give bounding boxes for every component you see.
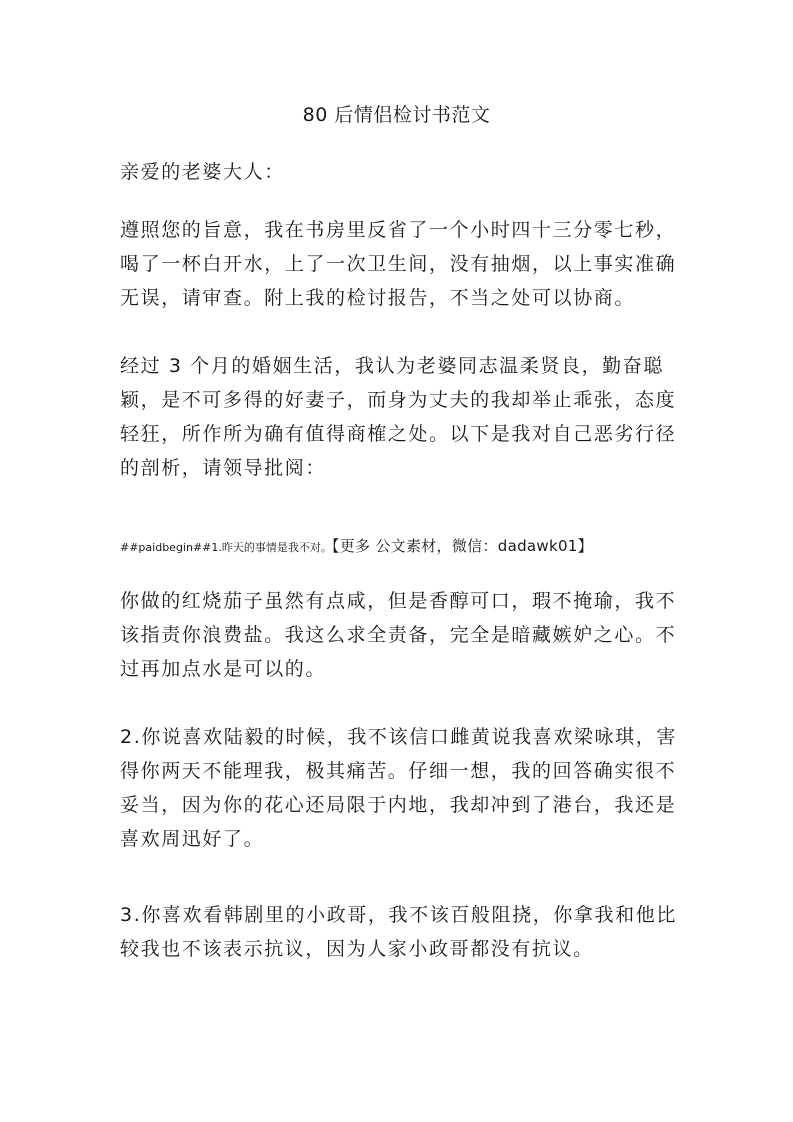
item-eggplant: 你做的红烧茄子虽然有点咸，但是香醇可口，瑕不掩瑜，我不该指责你浪费盐。我这么求全责备，完全是暗藏嫉妒之心。不过再加点水是可以的。 (120, 590, 677, 680)
paragraph-reflection: 经过 3 个月的婚姻生活，我认为老婆同志温柔贤良，勤奋聪颖，是不可多得的好妻子，而身为丈夫的我却举止乖张，态度轻狂，所作所为确有值得商榷之处。以下是我对自己恶劣行径的剖析，请领导批阅： (120, 355, 677, 479)
greeting: 亲爱的老婆大人： (120, 161, 285, 183)
item-2: 2.你说喜欢陆毅的时候，我不该信口雌黄说我喜欢梁咏琪，害得你两天不能理我，极其痛苦。仔细一想，我的回答确实很不妥当，因为你的花心还局限于内地，我却冲到了港台，我还是喜欢周迅好了。 (120, 726, 677, 850)
paid-marker: ##paidbegin##1.昨天的事情是我不对。 (120, 541, 332, 554)
item-3: 3.你喜欢看韩剧里的小政哥，我不该百般阻挠，你拿我和他比较我也不该表示抗议，因为人家小政哥都没有抗议。 (120, 904, 677, 960)
document-title: 80 后情侣检讨书范文 (302, 104, 491, 126)
promo-text: 【更多 公文素材，微信：dadawk01】 (331, 537, 593, 555)
paragraph-intro: 遵照您的旨意，我在书房里反省了一个小时四十三分零七秒，喝了一杯白开水，上了一次卫生间，没有抽烟，以上事实准确无误，请审查。附上我的检讨报告，不当之处可以协商。 (120, 219, 677, 309)
paid-line (120, 530, 700, 564)
